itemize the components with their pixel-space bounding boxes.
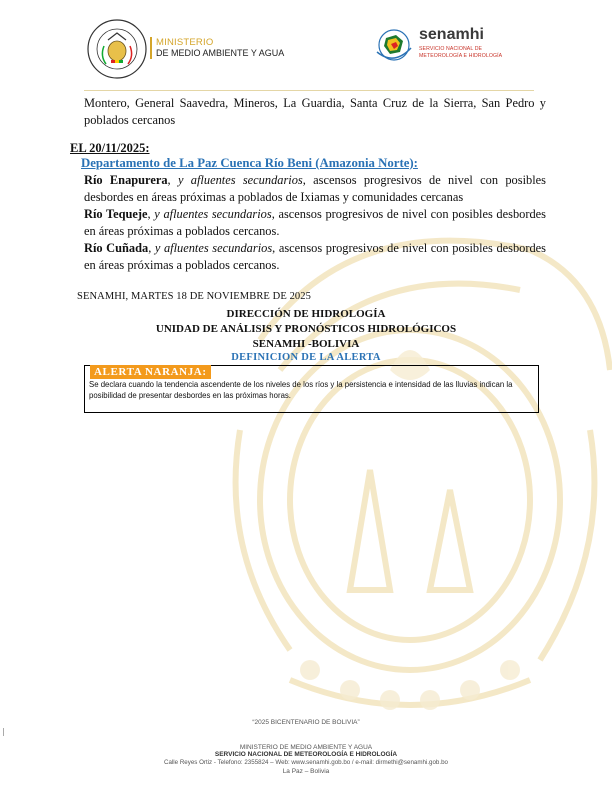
page-header [0,0,612,92]
intro-paragraph: Montero, General Saavedra, Mineros, La Guardia, Santa Cruz de la Sierra, San Pedro y poblados cercanos [84,96,546,127]
header-divider [84,90,534,91]
river-tributaries: y afluentes secundarios [177,173,303,187]
river-separator: , [167,173,178,187]
river-separator: , [147,207,155,221]
unit-title: UNIDAD DE ANÁLISIS Y PRONÓSTICOS HIDROLÓGICOS [155,323,457,335]
river-tributaries: y afluentes secundarios [154,207,272,221]
river-name: Río Tequeje [84,207,148,221]
senamhi-wordmark: senamhi [419,26,484,43]
river-name: Río Enapurera [84,173,168,187]
footer-motto: “2025 BICENTENARIO DE BOLIVIA” [252,719,360,726]
ministerio-title: MINISTERIO [156,37,214,48]
footer-contact: Calle Reyes Ortiz - Telefono: 2355824 – Web: www.senamhi.gob.bo / e-mail: dirmethi@senamhi.gob.bo [164,759,448,766]
alert-definition-text: Se declara cuando la tendencia ascendente de los niveles de los ríos y la persistencia e intensidad de las lluvias indican la posibilidad de presentar desbordes en las próximas horas. [89,380,513,400]
footer-city: La Paz – Bolivia [282,768,330,775]
department-heading: Departamento de La Paz Cuenca Río Beni (Amazonia Norte): [81,156,418,170]
river-description: , ascensos progresivos de nivel con posibles desbordes en áreas próximas a poblados cercanos. [84,241,546,272]
river-separator: , [148,241,155,255]
ministerio-accent-bar [150,37,152,59]
ministerio-subtitle: DE MEDIO AMBIENTE Y AGUA [156,48,285,58]
river-name: Río Cuñada [84,241,149,255]
issue-date-line: SENAMHI, MARTES 18 DE NOVIEMBRE DE 2025 [77,291,311,302]
river-entry [84,172,546,206]
forecast-date-heading: EL 20/11/2025: [70,141,150,155]
footer-service: SERVICIO NACIONAL DE METEOROLOGÍA E HIDROLOGÍA [214,751,398,758]
river-description: , ascensos progresivos de nivel con posibles desbordes en áreas próximas a poblados de Ixiamas y comunidades cercanas [84,173,546,204]
margin-mark [3,728,4,736]
senamhi-subtitle-line1: SERVICIO NACIONAL DE [419,46,483,52]
river-tributaries: y afluentes secundarios [154,241,273,255]
alert-definition-title: DEFINICION DE LA ALERTA [231,352,381,363]
state-seal-icon [86,18,148,80]
senamhi-subtitle-line2: METEOROLOGÍA E HIDROLOGÍA [419,53,503,59]
alert-level-badge: ALERTA NARANJA: [90,365,211,379]
direction-title: DIRECCIÓN DE HIDROLOGÍA [226,308,386,320]
river-description: , ascensos progresivos de nivel con posibles desbordes en áreas próximas a poblados cercanos. [84,207,546,238]
river-entry [84,206,546,240]
senamhi-logo-icon [374,26,414,62]
footer-ministry: MINISTERIO DE MEDIO AMBIENTE Y AGUA [239,744,373,751]
agency-title: SENAMHI -BOLIVIA [252,338,360,350]
river-entry [84,240,546,274]
